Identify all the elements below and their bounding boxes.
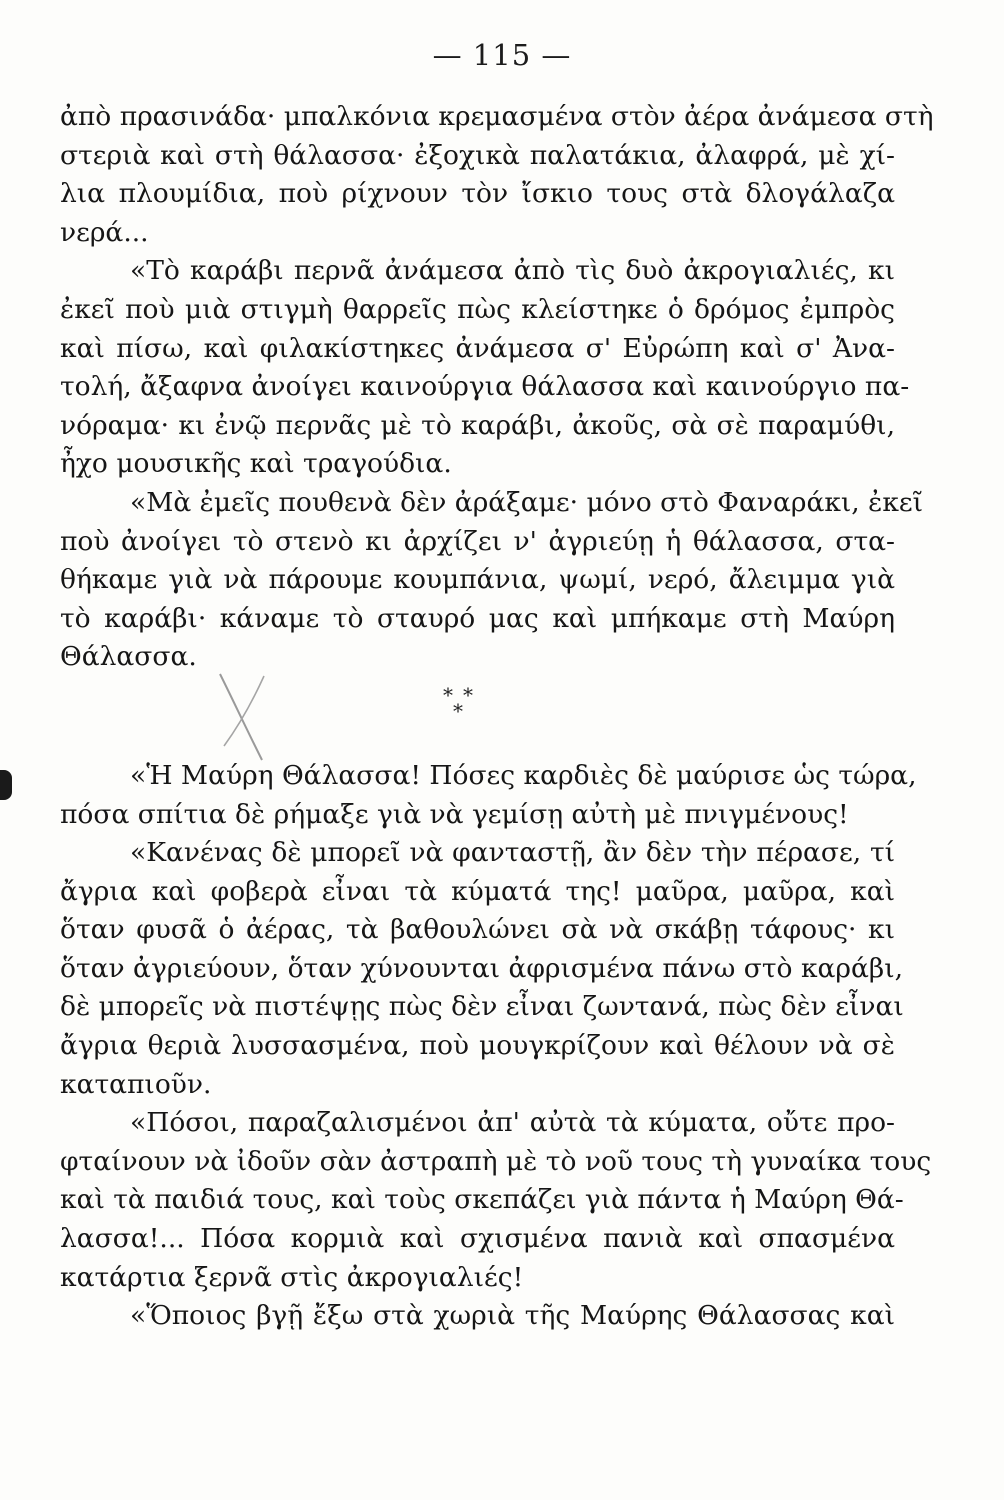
page-number: — 115 — <box>432 38 572 72</box>
text-line: νόραμα· κι ἐνῷ περνᾶς μὲ τὸ καράβι, ἀκοῦς, σὰ σὲ παραμύθι, <box>60 409 895 441</box>
text-line: ὅταν φυσᾶ ὁ ἀέρας, τὰ βαθουλώνει σὰ νὰ σκάβῃ τάφους· κι <box>60 914 895 946</box>
text-line: λασσα!... Πόσα κορμιὰ καὶ σχισμένα πανιὰ καὶ σπασμένα <box>60 1223 895 1255</box>
text-line: ἄγρια καὶ φοβερὰ εἶναι τὰ κύματά της! μαῦρα, μαῦρα, καὶ <box>60 875 895 907</box>
text-line: ἄγρια θεριὰ λυσσασμένα, ποὺ μουγκρίζουν καὶ θέλουν νὰ σὲ <box>60 1030 895 1062</box>
text-line: στεριὰ καὶ στὴ θάλασσα· ἐξοχικὰ παλατάκια, ἀλαφρά, μὲ χί- <box>60 139 895 171</box>
text-line: ἐκεῖ ποὺ μιὰ στιγμὴ θαρρεῖς πὼς κλείστηκε ὁ δρόμος ἐμπρὸς <box>60 293 895 325</box>
text-line: καὶ πίσω, καὶ φιλακίστηκες ἀνάμεσα σ' Εὐρώπη καὶ σ' Ἀνα- <box>60 332 895 364</box>
section-break <box>60 677 895 757</box>
text-line: ἀπὸ πρασινάδα· μπαλκόνια κρεμασμένα στὸν ἀέρα ἀνάμεσα στὴ <box>60 101 934 132</box>
text-line: ὅταν ἀγριεύουν, ὅταν χύνουνται ἀφρισμένα πάνω στὸ καράβι, <box>60 952 904 984</box>
body-text <box>60 98 934 1336</box>
text-line: τολή, ἄξαφνα ἀνοίγει καινούργια θάλασσα καὶ καινούργιο πα- <box>60 371 910 403</box>
text-line: «Πόσοι, παραζαλισμένοι ἀπ' αὐτὰ τὰ κύματα, οὔτε προ- <box>130 1107 895 1139</box>
text-line: καὶ τὰ παιδιά τους, καὶ τοὺς σκεπάζει γιὰ πάντα ἡ Μαύρη Θά- <box>60 1184 904 1216</box>
text-line: θήκαμε γιὰ νὰ πάρουμε κουμπάνια, ψωμί, νερό, ἄλειμμα γιὰ <box>60 564 895 596</box>
binding-edge-mark <box>0 770 12 800</box>
text-line: ἦχο μουσικῆς καὶ τραγούδια. <box>60 448 452 480</box>
text-line: ποὺ ἀνοίγει τὸ στενὸ κι ἀρχίζει ν' ἀγριεύῃ ἡ θάλασσα, στα- <box>60 525 895 557</box>
text-line: «Ὅποιος βγῇ ἔξω στὰ χωριὰ τῆς Μαύρης Θάλασσας καὶ <box>130 1300 895 1332</box>
asterisk: * <box>453 698 463 723</box>
paragraph-block-1 <box>60 98 934 677</box>
text-line: πόσα σπίτια δὲ ρήμαξε γιὰ νὰ γεμίσῃ αὐτὴ μὲ πνιγμένους! <box>60 798 849 830</box>
text-line: «Κανένας δὲ μπορεῖ νὰ φανταστῇ, ἂν δὲν τὴν πέρασε, τί <box>130 837 895 869</box>
text-line: «Τὸ καράβι περνᾶ ἀνάμεσα ἀπὸ τὶς δυὸ ἀκρογιαλιές, κι <box>130 255 895 287</box>
asterisk: * <box>443 682 453 707</box>
text-line: λια πλουμίδια, ποὺ ρίχνουν τὸν ἴσκιο τους στὰ δλογάλαζα <box>60 178 895 210</box>
text-line: δὲ μπορεῖς νὰ πιστέψῃς πὼς δὲν εἶναι ζωντανά, πὼς δὲν εἶναι <box>60 991 904 1023</box>
text-line: «Μὰ ἐμεῖς πουθενὰ δὲν ἀράξαμε· μόνο στὸ Φαναράκι, ἐκεῖ <box>130 486 924 518</box>
text-line: τὸ καράβι· κάναμε τὸ σταυρό μας καὶ μπήκαμε στὴ Μαύρη <box>60 602 895 634</box>
text-line: «Ἡ Μαύρη Θάλασσα! Πόσες καρδιὲς δὲ μαύρισε ὡς τώρα, <box>130 759 917 791</box>
text-line: φταίνουν νὰ ἰδοῦν σὰν ἀστραπὴ μὲ τὸ νοῦ τους τὴ γυναίκα τους <box>60 1145 932 1177</box>
paragraph-block-2 <box>60 757 932 1336</box>
text-line: καταπιοῦν. <box>60 1068 212 1100</box>
asterism <box>435 681 495 725</box>
text-line: νερά... <box>60 216 149 248</box>
asterisk: * <box>463 682 473 707</box>
text-line: Θάλασσα. <box>60 641 197 673</box>
text-line: κατάρτια ξερνᾶ στὶς ἀκρογιαλιές! <box>60 1261 524 1293</box>
